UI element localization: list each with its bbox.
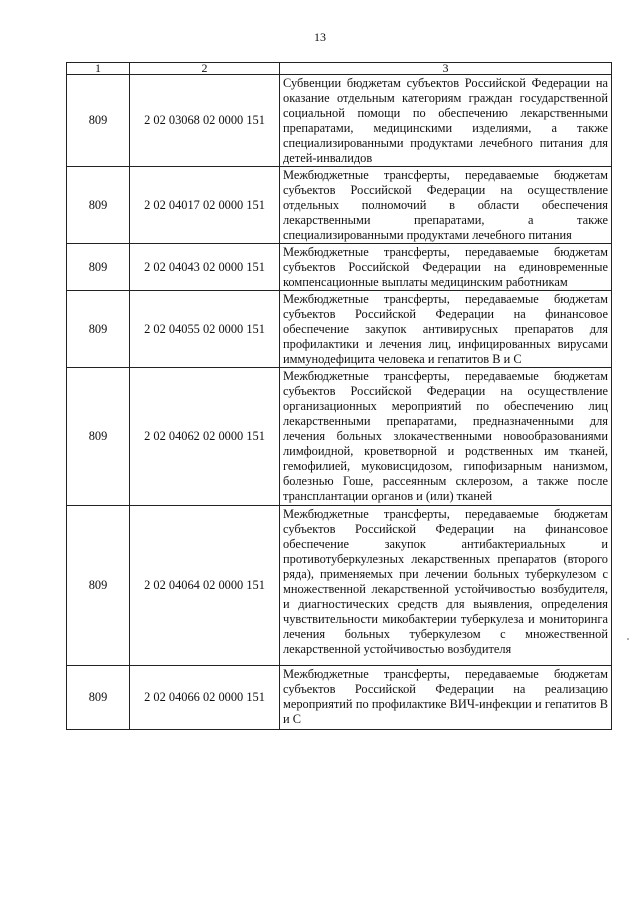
table-row: [67, 167, 612, 244]
column-header-3: 3: [280, 63, 612, 75]
description-cell: Межбюджетные трансферты, передаваемые бюджетам субъектов Российской Федерации на осуществление организационных мероприятий по обеспечению лиц лекарственными препаратами, предназначенными для лечения больных злокачественными новообразованиями лимфоидной, кроветворной и родственных им тканей, гемофилией, муковисцидозом, гипофизарным нанизмом, болезнью Гоше, рассеянным склерозом, а также после трансплантации органов и (или) тканей: [280, 368, 612, 506]
column-header-2: 2: [130, 63, 280, 75]
scan-speck: [627, 638, 629, 640]
column-header-1: 1: [67, 63, 130, 75]
admin-code-cell: 809: [67, 666, 130, 730]
table-row: [67, 291, 612, 368]
table-row: [67, 666, 612, 730]
description-cell: Межбюджетные трансферты, передаваемые бюджетам субъектов Российской Федерации на осуществление отдельных полномочий в области обеспечения лекарственными препаратами, а также специализированными продуктами лечебного питания: [280, 167, 612, 244]
admin-code-cell: 809: [67, 167, 130, 244]
page-number: 13: [314, 30, 326, 44]
description-cell: Субвенции бюджетам субъектов Российской Федерации на оказание отдельным категориям граждан государственной социальной помощи по обеспечению лекарственными препаратами, медицинскими изделиями, а также специализированными продуктами лечебного питания для детей-инвалидов: [280, 75, 612, 167]
description-cell: Межбюджетные трансферты, передаваемые бюджетам субъектов Российской Федерации на финансовое обеспечение закупок антивирусных препаратов для профилактики и лечения лиц, инфицированных вирусами иммунодефицита человека и гепатитов В и С: [280, 291, 612, 368]
budget-code-cell: 2 02 04017 02 0000 151: [130, 167, 280, 244]
description-cell: Межбюджетные трансферты, передаваемые бюджетам субъектов Российской Федерации на единовременные компенсационные выплаты медицинским работникам: [280, 244, 612, 291]
budget-code-cell: 2 02 04066 02 0000 151: [130, 666, 280, 730]
table-header-row: [67, 63, 612, 75]
table-row: [67, 244, 612, 291]
budget-code-cell: 2 02 04043 02 0000 151: [130, 244, 280, 291]
description-cell: Межбюджетные трансферты, передаваемые бюджетам субъектов Российской Федерации на реализацию мероприятий по профилактике ВИЧ-инфекции и гепатитов В и С: [280, 666, 612, 730]
table-row: [67, 368, 612, 506]
table-row: [67, 75, 612, 167]
budget-code-cell: 2 02 03068 02 0000 151: [130, 75, 280, 167]
table-row: [67, 506, 612, 666]
budget-codes-table: [66, 62, 612, 730]
budget-code-cell: 2 02 04055 02 0000 151: [130, 291, 280, 368]
budget-code-cell: 2 02 04062 02 0000 151: [130, 368, 280, 506]
budget-code-cell: 2 02 04064 02 0000 151: [130, 506, 280, 666]
admin-code-cell: 809: [67, 75, 130, 167]
admin-code-cell: 809: [67, 244, 130, 291]
admin-code-cell: 809: [67, 506, 130, 666]
admin-code-cell: 809: [67, 291, 130, 368]
description-cell: Межбюджетные трансферты, передаваемые бюджетам субъектов Российской Федерации на финансовое обеспечение закупок антибактериальных и противотуберкулезных лекарственных препаратов (второго ряда), применяемых при лечении больных туберкулезом с множественной лекарственной устойчивостью возбудителя, и диагностических средств для выявления, определения чувствительности микобактерии туберкулеза и мониторинга лечения больных туберкулезом с множественной лекарственной устойчивостью возбудителя: [280, 506, 612, 666]
admin-code-cell: 809: [67, 368, 130, 506]
